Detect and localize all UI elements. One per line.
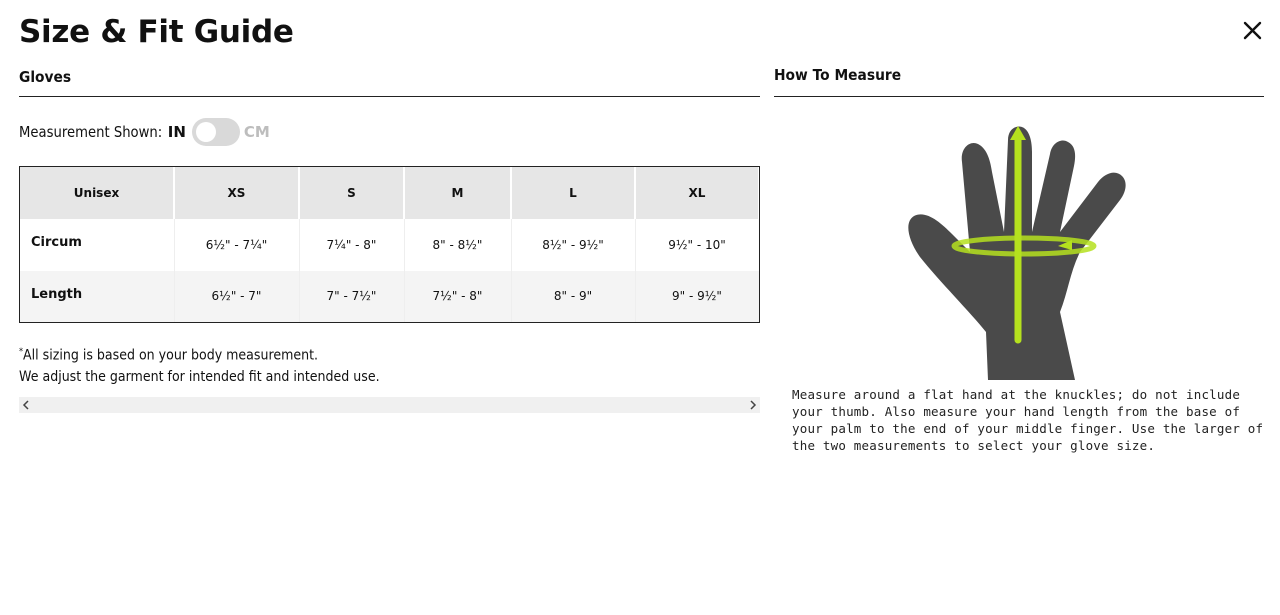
note-line-2: We adjust the garment for intended fit and intended use.: [19, 368, 380, 385]
measurement-toggle-row: [19, 118, 270, 146]
toggle-knob: [196, 122, 216, 142]
how-to-divider: [774, 96, 1264, 97]
how-to-measure-section: [774, 66, 1264, 92]
gloves-heading: Gloves: [19, 68, 72, 86]
how-to-heading: How To Measure: [774, 66, 902, 84]
table-cell: 6½" - 7¼": [174, 219, 299, 271]
size-table: [19, 166, 760, 323]
table-row: [20, 219, 759, 271]
how-to-instructions: Measure around a flat hand at the knuckles; do not include your thumb. Also measure your hand length from the base of your palm to the end of your middle finger. Use the larger of the two measurements to select your glove size.: [792, 387, 1264, 453]
sizing-note: [19, 342, 380, 388]
page-title: Size & Fit Guide: [19, 14, 294, 50]
unit-cm-label[interactable]: CM: [243, 123, 270, 141]
measurement-label: Measurement Shown:: [19, 123, 163, 141]
glove-illustration-icon: [900, 122, 1136, 382]
table-cell: 8" - 9": [511, 271, 635, 323]
table-cell: 8½" - 9½": [511, 219, 635, 271]
unit-in-label[interactable]: IN: [167, 123, 186, 141]
table-cell: 6½" - 7": [174, 271, 299, 323]
row-label-length: Length: [20, 271, 174, 323]
col-xl: XL: [635, 167, 759, 219]
unit-toggle[interactable]: [192, 118, 240, 146]
col-l: L: [511, 167, 635, 219]
note-line-1: All sizing is based on your body measurement.: [23, 347, 319, 364]
gloves-section: [19, 68, 760, 94]
table-cell: 7½" - 8": [404, 271, 511, 323]
gloves-divider: [19, 96, 760, 97]
scroll-left-icon[interactable]: [19, 397, 33, 413]
col-s: S: [299, 167, 404, 219]
table-cell: 8" - 8½": [404, 219, 511, 271]
table-cell: 7¼" - 8": [299, 219, 404, 271]
col-xs: XS: [174, 167, 299, 219]
table-cell: 7" - 7½": [299, 271, 404, 323]
note-asterisk: *: [19, 347, 24, 357]
close-icon[interactable]: [1240, 18, 1266, 44]
horizontal-scrollbar[interactable]: [19, 397, 760, 413]
col-m: M: [404, 167, 511, 219]
table-cell: 9½" - 10": [635, 219, 759, 271]
table-row: [20, 271, 759, 323]
table-header-row: [20, 167, 759, 219]
table-corner: Unisex: [20, 167, 174, 219]
table-cell: 9" - 9½": [635, 271, 759, 323]
row-label-circum: Circum: [20, 219, 174, 271]
close-button[interactable]: [1240, 18, 1266, 44]
scroll-right-icon[interactable]: [746, 397, 760, 413]
